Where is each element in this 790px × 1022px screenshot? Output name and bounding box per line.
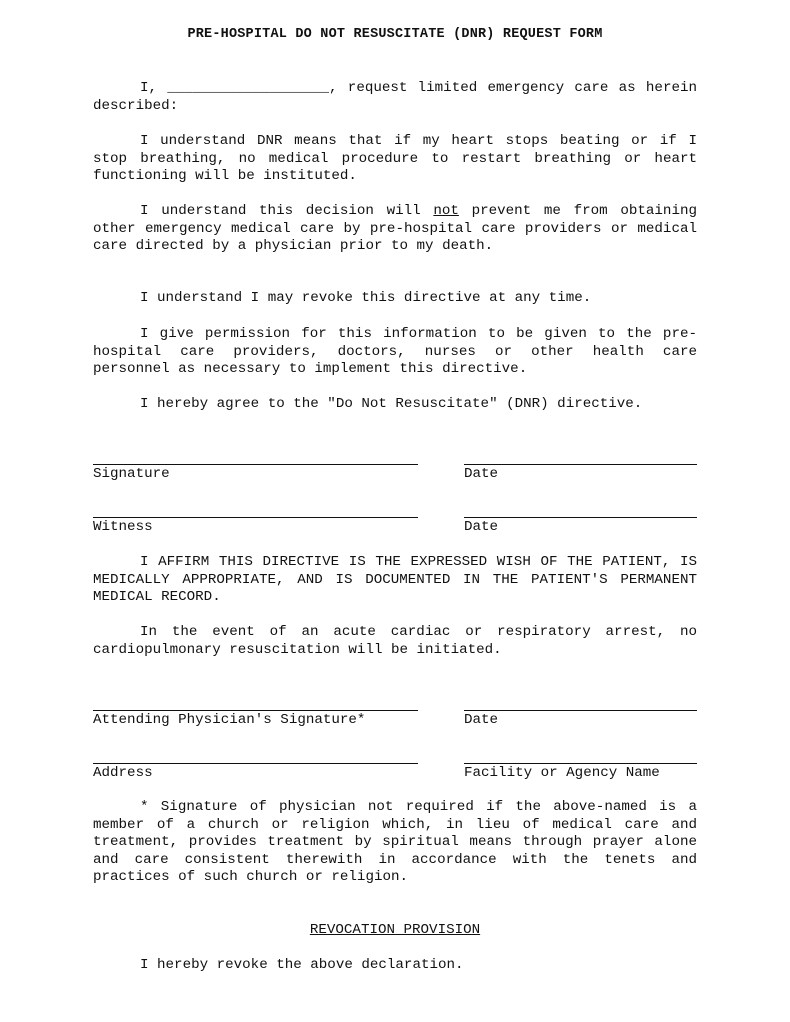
signature-line[interactable] [93,464,418,465]
facility-line[interactable] [464,763,697,764]
date-label-1: Date [464,466,499,482]
revocation-title: REVOCATION PROVISION [309,922,481,938]
paragraph-dnr-meaning: I understand DNR means that if my heart stops beating or if I stop breathing, no medical procedure to restart breathing or heart functioning will be instituted. [93,133,697,185]
request-prefix: I, [140,80,168,96]
signature-label: Signature [93,466,170,482]
date-label-3: Date [464,712,499,728]
patient-name-blank[interactable]: ___________________ [167,80,330,96]
other-care-b: prevent me from obtaining other emergency medical care by pre-hospital care providers or medical care directed by a physician prior to my death. [93,203,697,255]
paragraph-revocation: I hereby revoke the above declaration. [140,957,464,973]
date-line-1[interactable] [464,464,697,465]
form-title: PRE-HOSPITAL DO NOT RESUSCITATE (DNR) REQUEST FORM [187,27,603,42]
date-label-2: Date [464,519,499,535]
physician-signature-label: Attending Physician's Signature* [93,712,366,728]
other-care-a: I understand this decision will [140,203,434,219]
date-line-3[interactable] [464,710,697,711]
witness-line[interactable] [93,517,418,518]
paragraph-affirm: I AFFIRM THIS DIRECTIVE IS THE EXPRESSED WISH OF THE PATIENT, IS MEDICALLY APPROPRIATE, AND IS DOCUMENTED IN THE PATIENT'S PERMANENT MEDICAL RECORD. [93,554,697,606]
witness-label: Witness [93,519,153,535]
date-line-2[interactable] [464,517,697,518]
address-label: Address [93,765,153,781]
address-line[interactable] [93,763,418,764]
paragraph-other-care [93,203,697,256]
paragraph-footnote: * Signature of physician not required if the above-named is a member of a church or religion which, in lieu of medical care and treatment, provides treatment by spiritual means through prayer alone and care consistent therewith in accordance with the tenets and practices of such church or religion. [93,799,697,886]
physician-signature-line[interactable] [93,710,418,711]
paragraph-agree: I hereby agree to the "Do Not Resuscitate" (DNR) directive. [140,396,643,412]
paragraph-revoke: I understand I may revoke this directive at any time. [140,290,592,306]
request-suffix: , request limited emergency care as herein described: [93,80,697,114]
not-emphasis: not [433,203,459,219]
paragraph-permission: I give permission for this information to be given to the pre-hospital care providers, doctors, nurses or other health care personnel as necessary to implement this directive. [93,326,697,378]
facility-label: Facility or Agency Name [464,765,660,781]
paragraph-event: In the event of an acute cardiac or respiratory arrest, no cardiopulmonary resuscitation will be initiated. [93,624,697,658]
paragraph-request [93,80,697,115]
